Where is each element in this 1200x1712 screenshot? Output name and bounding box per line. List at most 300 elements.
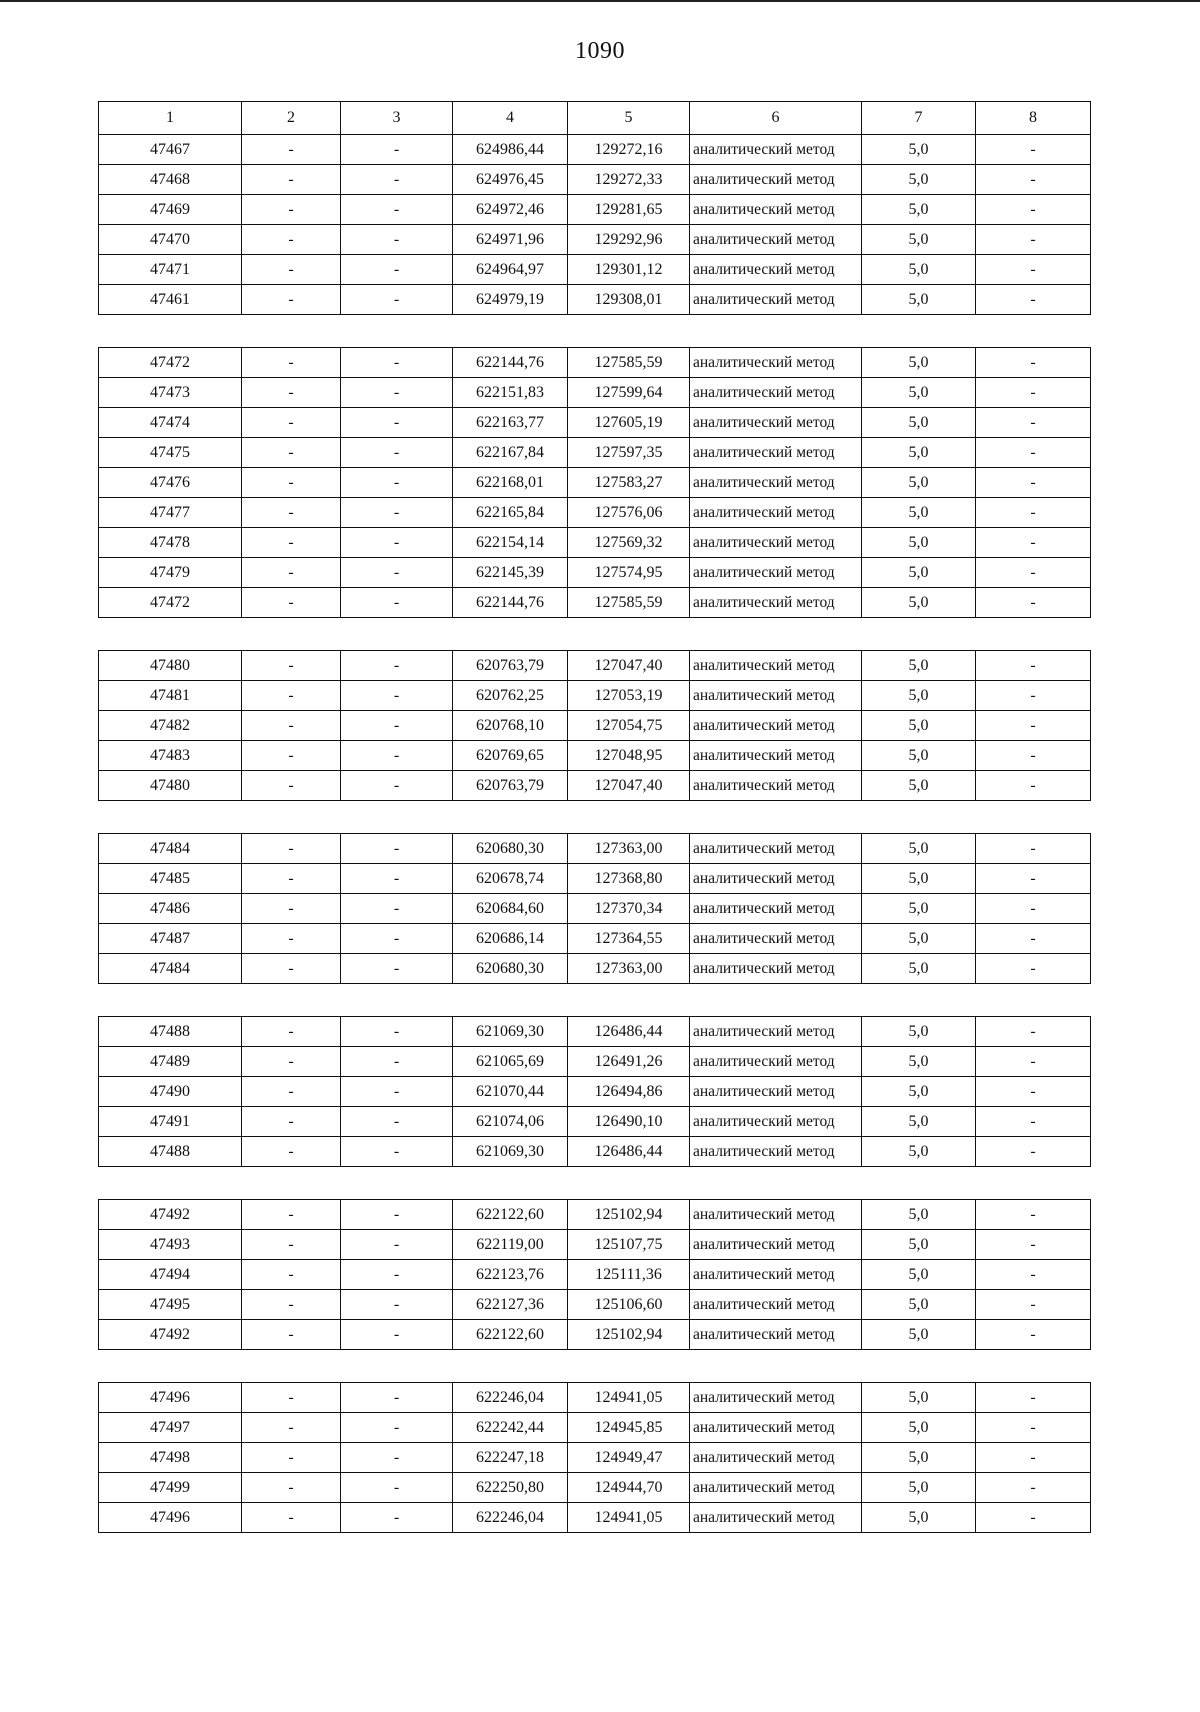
table-cell-col-8: -	[976, 1413, 1091, 1443]
table-cell-col-2: -	[242, 711, 341, 741]
table-cell-col-5: 127599,64	[568, 378, 690, 408]
table-cell-col-7: 5,0	[862, 135, 976, 165]
table-cell-col-6: аналитический метод	[690, 924, 862, 954]
table-cell-col-6: аналитический метод	[690, 1473, 862, 1503]
table-cell-col-6: аналитический метод	[690, 348, 862, 378]
table-cell-col-8: -	[976, 894, 1091, 924]
column-header-2: 2	[242, 102, 341, 135]
table-row	[99, 408, 1091, 438]
table-cell-col-2: -	[242, 468, 341, 498]
table-cell-col-4: 622127,36	[453, 1290, 568, 1320]
table-cell-col-1: 47478	[99, 528, 242, 558]
table-cell-col-5: 129301,12	[568, 255, 690, 285]
table-cell-col-1: 47480	[99, 651, 242, 681]
table-cell-col-5: 127368,80	[568, 864, 690, 894]
table-cell-col-5: 129272,33	[568, 165, 690, 195]
table-cell-col-5: 124944,70	[568, 1473, 690, 1503]
table-cell-col-1: 47474	[99, 408, 242, 438]
table-row	[99, 1413, 1091, 1443]
table-cell-col-7: 5,0	[862, 1260, 976, 1290]
table-cell-col-6: аналитический метод	[690, 711, 862, 741]
table-cell-col-8: -	[976, 225, 1091, 255]
table-cell-col-2: -	[242, 1413, 341, 1443]
table-cell-col-7: 5,0	[862, 408, 976, 438]
table-cell-col-1: 47489	[99, 1047, 242, 1077]
table-cell-col-2: -	[242, 195, 341, 225]
table-cell-col-6: аналитический метод	[690, 1077, 862, 1107]
table-cell-col-8: -	[976, 255, 1091, 285]
table-cell-col-3: -	[341, 135, 453, 165]
table-row	[99, 438, 1091, 468]
table-cell-col-6: аналитический метод	[690, 1230, 862, 1260]
table-cell-col-1: 47488	[99, 1017, 242, 1047]
table-cell-col-2: -	[242, 1320, 341, 1350]
table-row	[99, 588, 1091, 618]
table-cell-col-8: -	[976, 165, 1091, 195]
table-cell-col-3: -	[341, 408, 453, 438]
table-cell-col-4: 622122,60	[453, 1320, 568, 1350]
table-cell-col-4: 620678,74	[453, 864, 568, 894]
table-cell-col-8: -	[976, 834, 1091, 864]
table-cell-col-4: 624964,97	[453, 255, 568, 285]
table-cell-col-8: -	[976, 195, 1091, 225]
table-cell-col-2: -	[242, 1443, 341, 1473]
table-cell-col-4: 622168,01	[453, 468, 568, 498]
table-cell-col-3: -	[341, 1413, 453, 1443]
table-cell-col-8: -	[976, 135, 1091, 165]
table-cell-col-7: 5,0	[862, 924, 976, 954]
table-cell-col-1: 47496	[99, 1383, 242, 1413]
table-cell-col-2: -	[242, 1230, 341, 1260]
table-cell-col-2: -	[242, 651, 341, 681]
table-cell-col-5: 124949,47	[568, 1443, 690, 1473]
table-cell-col-1: 47486	[99, 894, 242, 924]
table-cell-col-2: -	[242, 438, 341, 468]
header-row	[99, 102, 1091, 135]
table-cell-col-7: 5,0	[862, 468, 976, 498]
table-cell-col-5: 125107,75	[568, 1230, 690, 1260]
table-cell-col-8: -	[976, 1047, 1091, 1077]
table-row	[99, 1200, 1091, 1230]
table-cell-col-5: 127569,32	[568, 528, 690, 558]
table-cell-col-8: -	[976, 1443, 1091, 1473]
table-cell-col-7: 5,0	[862, 285, 976, 315]
table-cell-col-3: -	[341, 834, 453, 864]
table-row	[99, 165, 1091, 195]
table-cell-col-8: -	[976, 498, 1091, 528]
table-cell-col-7: 5,0	[862, 1503, 976, 1533]
table-cell-col-6: аналитический метод	[690, 285, 862, 315]
table-cell-col-8: -	[976, 741, 1091, 771]
column-header-5: 5	[568, 102, 690, 135]
top-border-rule	[0, 0, 1200, 2]
table-cell-col-5: 124945,85	[568, 1413, 690, 1443]
table-cell-col-3: -	[341, 711, 453, 741]
table-cell-col-3: -	[341, 1443, 453, 1473]
table-cell-col-2: -	[242, 135, 341, 165]
table-cell-col-5: 127597,35	[568, 438, 690, 468]
table-cell-col-8: -	[976, 1230, 1091, 1260]
table-cell-col-1: 47498	[99, 1443, 242, 1473]
table-cell-col-3: -	[341, 165, 453, 195]
table-cell-col-5: 126486,44	[568, 1137, 690, 1167]
table-row	[99, 225, 1091, 255]
table-cell-col-6: аналитический метод	[690, 1383, 862, 1413]
table-cell-col-8: -	[976, 864, 1091, 894]
table-cell-col-3: -	[341, 558, 453, 588]
table-cell-col-3: -	[341, 1047, 453, 1077]
table-cell-col-4: 622246,04	[453, 1503, 568, 1533]
table-cell-col-2: -	[242, 1077, 341, 1107]
table-cell-col-2: -	[242, 348, 341, 378]
table-row	[99, 528, 1091, 558]
coordinate-table-3	[98, 650, 1091, 801]
table-cell-col-8: -	[976, 285, 1091, 315]
table-cell-col-7: 5,0	[862, 894, 976, 924]
table-cell-col-1: 47499	[99, 1473, 242, 1503]
table-cell-col-1: 47468	[99, 165, 242, 195]
table-row	[99, 195, 1091, 225]
table-cell-col-7: 5,0	[862, 195, 976, 225]
column-header-3: 3	[341, 102, 453, 135]
table-cell-col-7: 5,0	[862, 165, 976, 195]
table-cell-col-5: 126486,44	[568, 1017, 690, 1047]
table-cell-col-8: -	[976, 954, 1091, 984]
table-cell-col-5: 127363,00	[568, 954, 690, 984]
table-cell-col-2: -	[242, 864, 341, 894]
table-cell-col-3: -	[341, 1473, 453, 1503]
column-header-7: 7	[862, 102, 976, 135]
table-cell-col-7: 5,0	[862, 834, 976, 864]
table-row	[99, 681, 1091, 711]
table-cell-col-8: -	[976, 468, 1091, 498]
table-cell-col-6: аналитический метод	[690, 1200, 862, 1230]
table-cell-col-7: 5,0	[862, 651, 976, 681]
table-cell-col-4: 622144,76	[453, 588, 568, 618]
coordinate-table-6	[98, 1199, 1091, 1350]
table-cell-col-3: -	[341, 378, 453, 408]
table-cell-col-6: аналитический метод	[690, 498, 862, 528]
table-cell-col-2: -	[242, 1137, 341, 1167]
table-gap	[98, 1350, 1090, 1382]
table-cell-col-7: 5,0	[862, 1230, 976, 1260]
table-gap	[98, 984, 1090, 1016]
table-cell-col-2: -	[242, 894, 341, 924]
table-cell-col-3: -	[341, 651, 453, 681]
coordinate-table-2	[98, 347, 1091, 618]
table-cell-col-6: аналитический метод	[690, 1443, 862, 1473]
table-cell-col-4: 622122,60	[453, 1200, 568, 1230]
table-cell-col-1: 47492	[99, 1200, 242, 1230]
table-cell-col-8: -	[976, 771, 1091, 801]
table-cell-col-6: аналитический метод	[690, 408, 862, 438]
table-cell-col-6: аналитический метод	[690, 834, 862, 864]
table-cell-col-1: 47476	[99, 468, 242, 498]
table-cell-col-6: аналитический метод	[690, 378, 862, 408]
table-cell-col-6: аналитический метод	[690, 681, 862, 711]
table-cell-col-4: 621069,30	[453, 1137, 568, 1167]
table-cell-col-4: 620768,10	[453, 711, 568, 741]
table-cell-col-8: -	[976, 1473, 1091, 1503]
table-cell-col-6: аналитический метод	[690, 588, 862, 618]
table-cell-col-4: 620684,60	[453, 894, 568, 924]
table-cell-col-2: -	[242, 528, 341, 558]
table-cell-col-8: -	[976, 681, 1091, 711]
column-header-1: 1	[99, 102, 242, 135]
table-cell-col-4: 622145,39	[453, 558, 568, 588]
coordinate-table-4	[98, 833, 1091, 984]
table-cell-col-3: -	[341, 225, 453, 255]
table-cell-col-8: -	[976, 1503, 1091, 1533]
table-cell-col-1: 47494	[99, 1260, 242, 1290]
table-cell-col-2: -	[242, 1383, 341, 1413]
table-cell-col-8: -	[976, 588, 1091, 618]
table-cell-col-2: -	[242, 834, 341, 864]
table-cell-col-6: аналитический метод	[690, 1137, 862, 1167]
table-cell-col-4: 622167,84	[453, 438, 568, 468]
table-cell-col-4: 624986,44	[453, 135, 568, 165]
table-cell-col-1: 47480	[99, 771, 242, 801]
table-row	[99, 711, 1091, 741]
table-row	[99, 1047, 1091, 1077]
table-cell-col-1: 47470	[99, 225, 242, 255]
table-cell-col-4: 621069,30	[453, 1017, 568, 1047]
table-row	[99, 1230, 1091, 1260]
table-cell-col-8: -	[976, 1077, 1091, 1107]
table-cell-col-2: -	[242, 1107, 341, 1137]
table-cell-col-1: 47487	[99, 924, 242, 954]
table-cell-col-2: -	[242, 1503, 341, 1533]
table-cell-col-2: -	[242, 924, 341, 954]
table-cell-col-8: -	[976, 1320, 1091, 1350]
table-gap	[98, 618, 1090, 650]
table-cell-col-2: -	[242, 1290, 341, 1320]
table-cell-col-8: -	[976, 1200, 1091, 1230]
table-cell-col-5: 126491,26	[568, 1047, 690, 1077]
table-cell-col-6: аналитический метод	[690, 468, 862, 498]
table-cell-col-7: 5,0	[862, 558, 976, 588]
table-cell-col-6: аналитический метод	[690, 225, 862, 255]
table-cell-col-3: -	[341, 498, 453, 528]
table-cell-col-2: -	[242, 771, 341, 801]
table-cell-col-1: 47493	[99, 1230, 242, 1260]
table-cell-col-7: 5,0	[862, 378, 976, 408]
table-row	[99, 135, 1091, 165]
table-cell-col-8: -	[976, 1017, 1091, 1047]
table-row	[99, 1473, 1091, 1503]
table-cell-col-6: аналитический метод	[690, 558, 862, 588]
table-cell-col-7: 5,0	[862, 1413, 976, 1443]
table-cell-col-6: аналитический метод	[690, 1017, 862, 1047]
table-row	[99, 1107, 1091, 1137]
table-cell-col-4: 620680,30	[453, 954, 568, 984]
table-cell-col-6: аналитический метод	[690, 1290, 862, 1320]
table-cell-col-1: 47469	[99, 195, 242, 225]
table-cell-col-7: 5,0	[862, 1047, 976, 1077]
table-cell-col-4: 621070,44	[453, 1077, 568, 1107]
table-cell-col-3: -	[341, 681, 453, 711]
column-header-8: 8	[976, 102, 1091, 135]
table-cell-col-6: аналитический метод	[690, 1107, 862, 1137]
table-cell-col-5: 125102,94	[568, 1320, 690, 1350]
table-cell-col-5: 127047,40	[568, 651, 690, 681]
table-cell-col-6: аналитический метод	[690, 741, 862, 771]
table-cell-col-7: 5,0	[862, 1473, 976, 1503]
table-row	[99, 1320, 1091, 1350]
table-cell-col-3: -	[341, 1320, 453, 1350]
table-cell-col-7: 5,0	[862, 348, 976, 378]
table-cell-col-2: -	[242, 285, 341, 315]
table-cell-col-3: -	[341, 1107, 453, 1137]
table-cell-col-6: аналитический метод	[690, 438, 862, 468]
table-cell-col-5: 127364,55	[568, 924, 690, 954]
table-cell-col-2: -	[242, 225, 341, 255]
table-cell-col-1: 47479	[99, 558, 242, 588]
coordinate-tables	[98, 101, 1090, 1533]
table-cell-col-7: 5,0	[862, 1200, 976, 1230]
table-cell-col-1: 47485	[99, 864, 242, 894]
table-cell-col-1: 47471	[99, 255, 242, 285]
table-row	[99, 1503, 1091, 1533]
table-cell-col-5: 125111,36	[568, 1260, 690, 1290]
table-cell-col-6: аналитический метод	[690, 651, 862, 681]
table-cell-col-1: 47461	[99, 285, 242, 315]
table-cell-col-4: 622250,80	[453, 1473, 568, 1503]
table-row	[99, 741, 1091, 771]
table-cell-col-3: -	[341, 468, 453, 498]
table-row	[99, 1290, 1091, 1320]
table-cell-col-6: аналитический метод	[690, 954, 862, 984]
table-cell-col-1: 47492	[99, 1320, 242, 1350]
table-row	[99, 558, 1091, 588]
table-cell-col-1: 47484	[99, 834, 242, 864]
table-cell-col-4: 621074,06	[453, 1107, 568, 1137]
table-cell-col-1: 47481	[99, 681, 242, 711]
table-cell-col-1: 47490	[99, 1077, 242, 1107]
table-cell-col-5: 126490,10	[568, 1107, 690, 1137]
table-cell-col-3: -	[341, 1200, 453, 1230]
table-cell-col-3: -	[341, 588, 453, 618]
table-cell-col-5: 125106,60	[568, 1290, 690, 1320]
table-cell-col-5: 126494,86	[568, 1077, 690, 1107]
table-cell-col-4: 622123,76	[453, 1260, 568, 1290]
table-cell-col-7: 5,0	[862, 864, 976, 894]
table-cell-col-7: 5,0	[862, 741, 976, 771]
table-cell-col-3: -	[341, 1290, 453, 1320]
table-cell-col-5: 127574,95	[568, 558, 690, 588]
table-cell-col-4: 620763,79	[453, 771, 568, 801]
table-row	[99, 378, 1091, 408]
table-cell-col-1: 47488	[99, 1137, 242, 1167]
table-cell-col-6: аналитический метод	[690, 1047, 862, 1077]
table-cell-col-7: 5,0	[862, 255, 976, 285]
table-cell-col-1: 47482	[99, 711, 242, 741]
table-row	[99, 1383, 1091, 1413]
table-cell-col-3: -	[341, 924, 453, 954]
table-cell-col-8: -	[976, 1290, 1091, 1320]
table-cell-col-8: -	[976, 348, 1091, 378]
table-cell-col-5: 127576,06	[568, 498, 690, 528]
table-cell-col-7: 5,0	[862, 438, 976, 468]
coordinate-table-1	[98, 101, 1091, 315]
table-cell-col-2: -	[242, 681, 341, 711]
table-cell-col-7: 5,0	[862, 681, 976, 711]
table-cell-col-4: 622154,14	[453, 528, 568, 558]
table-cell-col-5: 124941,05	[568, 1383, 690, 1413]
table-cell-col-7: 5,0	[862, 1137, 976, 1167]
table-cell-col-2: -	[242, 1473, 341, 1503]
table-cell-col-3: -	[341, 1230, 453, 1260]
table-row	[99, 834, 1091, 864]
table-cell-col-3: -	[341, 348, 453, 378]
table-cell-col-1: 47495	[99, 1290, 242, 1320]
table-cell-col-4: 620686,14	[453, 924, 568, 954]
table-cell-col-3: -	[341, 1017, 453, 1047]
table-cell-col-5: 127054,75	[568, 711, 690, 741]
table-cell-col-8: -	[976, 1137, 1091, 1167]
table-cell-col-5: 129281,65	[568, 195, 690, 225]
table-cell-col-1: 47484	[99, 954, 242, 984]
table-cell-col-6: аналитический метод	[690, 1413, 862, 1443]
table-cell-col-6: аналитический метод	[690, 1320, 862, 1350]
table-cell-col-5: 127047,40	[568, 771, 690, 801]
table-cell-col-7: 5,0	[862, 225, 976, 255]
table-row	[99, 1077, 1091, 1107]
table-row	[99, 348, 1091, 378]
table-row	[99, 255, 1091, 285]
table-cell-col-5: 129308,01	[568, 285, 690, 315]
table-cell-col-3: -	[341, 1077, 453, 1107]
table-cell-col-2: -	[242, 558, 341, 588]
table-cell-col-4: 622151,83	[453, 378, 568, 408]
table-row	[99, 498, 1091, 528]
table-row	[99, 1260, 1091, 1290]
table-row	[99, 771, 1091, 801]
table-cell-col-8: -	[976, 924, 1091, 954]
table-cell-col-6: аналитический метод	[690, 528, 862, 558]
table-cell-col-8: -	[976, 1107, 1091, 1137]
table-cell-col-7: 5,0	[862, 1383, 976, 1413]
table-cell-col-1: 47491	[99, 1107, 242, 1137]
table-row	[99, 468, 1091, 498]
table-cell-col-7: 5,0	[862, 528, 976, 558]
table-cell-col-8: -	[976, 558, 1091, 588]
table-cell-col-5: 127048,95	[568, 741, 690, 771]
table-cell-col-1: 47467	[99, 135, 242, 165]
table-cell-col-3: -	[341, 1260, 453, 1290]
page-number: 1090	[575, 38, 625, 64]
table-cell-col-3: -	[341, 954, 453, 984]
table-row	[99, 651, 1091, 681]
table-cell-col-3: -	[341, 1137, 453, 1167]
table-cell-col-6: аналитический метод	[690, 771, 862, 801]
table-cell-col-7: 5,0	[862, 1290, 976, 1320]
table-cell-col-2: -	[242, 1260, 341, 1290]
table-cell-col-5: 127585,59	[568, 588, 690, 618]
table-cell-col-2: -	[242, 378, 341, 408]
table-cell-col-4: 622163,77	[453, 408, 568, 438]
table-row	[99, 1443, 1091, 1473]
table-cell-col-8: -	[976, 528, 1091, 558]
table-cell-col-8: -	[976, 378, 1091, 408]
table-cell-col-7: 5,0	[862, 1443, 976, 1473]
table-cell-col-4: 620680,30	[453, 834, 568, 864]
table-cell-col-1: 47472	[99, 348, 242, 378]
table-cell-col-6: аналитический метод	[690, 255, 862, 285]
table-cell-col-4: 622242,44	[453, 1413, 568, 1443]
table-cell-col-6: аналитический метод	[690, 1260, 862, 1290]
table-cell-col-4: 624972,46	[453, 195, 568, 225]
